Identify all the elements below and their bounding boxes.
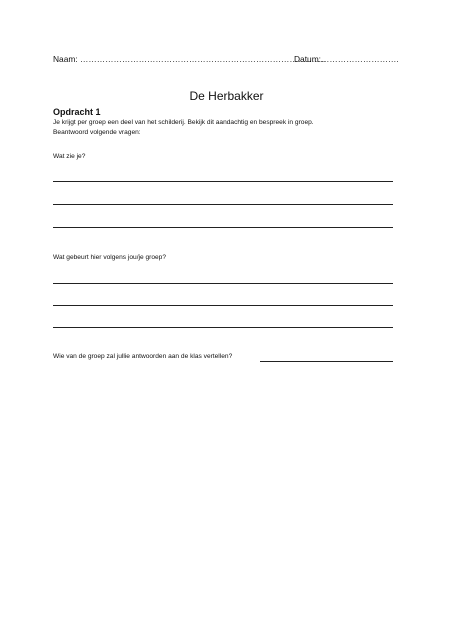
answer-line-q2-3[interactable] [53,327,393,328]
page-title: De Herbakker [189,89,264,103]
answer-line-q1-3[interactable] [53,227,393,228]
answer-line-q1-2[interactable] [53,204,393,205]
question-1: Wat zie je? [53,153,86,160]
date-field-label[interactable]: Datum:………………………. [294,54,399,64]
question-3: Wie van de groep zal jullie antwoorden aan de klas vertellen? [53,353,233,360]
instruction-line-2: Beantwoord volgende vragen: [53,129,141,136]
name-field-label[interactable]: Naam: ……………………………………………………………………………. [53,54,326,64]
question-2: Wat gebeurt hier volgens jou/je groep? [53,254,167,261]
instruction-line-1: Je krijgt per groep een deel van het schilderij. Bekijk dit aandachtig en bespreek in groep. [53,119,314,126]
answer-line-q1-1[interactable] [53,181,393,182]
answer-line-q2-2[interactable] [53,305,393,306]
answer-line-q2-1[interactable] [53,283,393,284]
header-row [53,54,399,68]
assignment-heading: Opdracht 1 [53,107,101,117]
answer-line-q3[interactable] [260,361,393,362]
